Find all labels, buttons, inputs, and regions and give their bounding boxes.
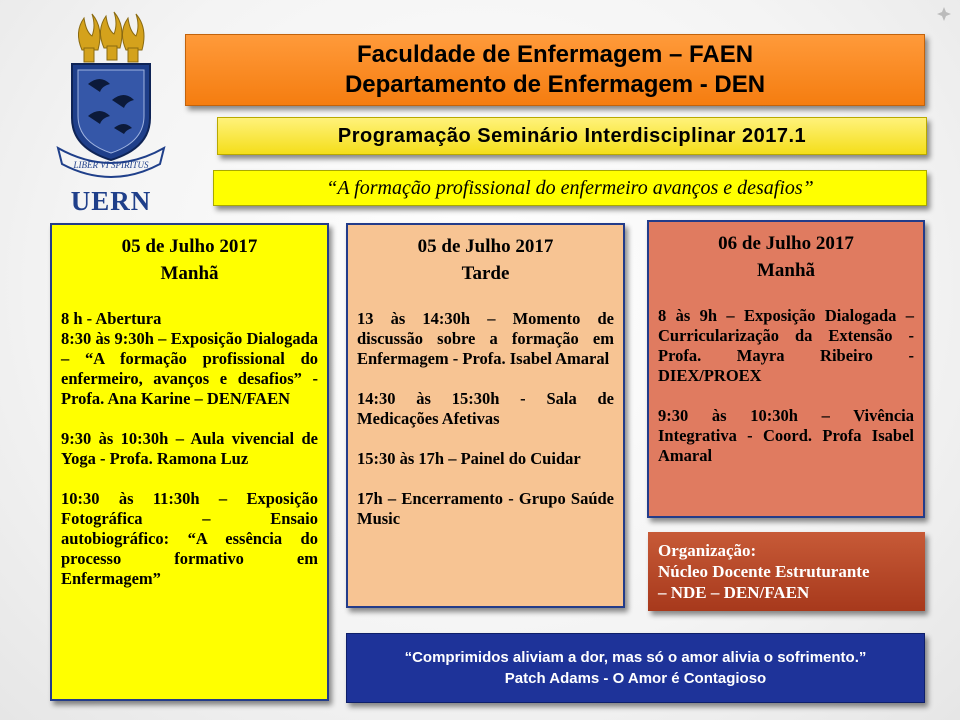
schedule-item — [357, 449, 614, 469]
schedule-item — [357, 309, 614, 369]
crest-motto: LIBER VI SPIRITUS — [73, 160, 149, 170]
column-date: 05 de Julho 2017 — [121, 236, 258, 257]
schedule-item — [357, 489, 614, 529]
quote-box — [346, 633, 925, 703]
schedule-day2-morning — [647, 220, 925, 518]
organization-line1: Núcleo Docente Estruturante — [658, 562, 870, 581]
schedule-line: 8 h - Abertura — [61, 309, 162, 328]
schedule-day1-afternoon — [346, 223, 625, 608]
schedule-line: 17h – Encerramento - Grupo Saúde Music — [357, 489, 614, 528]
schedule-line: 13 às 14:30h – Momento de discussão sobre a formação em Enfermagem - Profa. Isabel Amaral — [357, 309, 614, 368]
organization-box — [648, 532, 925, 611]
uern-logo — [52, 8, 170, 216]
schedule-line: 9:30 às 10:30h – Aula vivencial de Yoga - Profa. Ramona Luz — [61, 429, 318, 468]
quote-author: Patch Adams - O Amor é Contagioso — [504, 670, 767, 687]
schedule-item — [658, 406, 914, 466]
column-period: Tarde — [461, 263, 510, 284]
schedule-line: 10:30 às 11:30h – Exposição Fotográfica – Ensaio autobiográfico: “A essência do processo formativo em Enfermagem” — [61, 489, 318, 588]
faculty-name: Faculdade de Enfermagem – FAEN — [356, 41, 754, 68]
uern-crest-icon — [52, 8, 170, 180]
faculty-header — [185, 34, 925, 106]
schedule-item — [658, 306, 914, 386]
organization-line2: – NDE – DEN/FAEN — [658, 583, 810, 602]
column-date: 05 de Julho 2017 — [417, 236, 554, 257]
schedule-item — [357, 389, 614, 429]
column-period: Manhã — [160, 263, 219, 284]
department-name: Departamento de Enfermagem - DEN — [344, 71, 766, 98]
schedule-line: 9:30 às 10:30h – Vivência Integrativa - Coord. Profa Isabel Amaral — [658, 406, 914, 465]
organization-label: Organização: — [658, 541, 757, 560]
logo-text: UERN — [70, 186, 152, 216]
schedule-day1-morning — [50, 223, 329, 701]
column-date: 06 de Julho 2017 — [718, 233, 854, 254]
corner-ornament-icon — [936, 6, 952, 22]
column-period: Manhã — [756, 260, 816, 281]
seminar-theme: “A formação profissional do enfermeiro avanços e desafios” — [213, 170, 927, 206]
schedule-line: 8 às 9h – Exposição Dialogada – Curricularização da Extensão - Profa. Mayra Ribeiro - DIEX/PROEX — [658, 306, 914, 385]
schedule-line: 8:30 às 9:30h – Exposição Dialogada – “A formação profissional do enfermeiro, avanços e desafios” - Profa. Ana Karine – DEN/FAEN — [61, 329, 318, 408]
schedule-line: 15:30 às 17h – Painel do Cuidar — [357, 449, 581, 468]
schedule-item — [61, 309, 318, 409]
schedule-item — [61, 429, 318, 469]
program-title: Programação Seminário Interdisciplinar 2017.1 — [217, 117, 927, 155]
schedule-item — [61, 489, 318, 589]
quote-text: “Comprimidos aliviam a dor, mas só o amor alivia o sofrimento.” — [404, 649, 867, 666]
schedule-line: 14:30 às 15:30h - Sala de Medicações Afetivas — [357, 389, 614, 428]
